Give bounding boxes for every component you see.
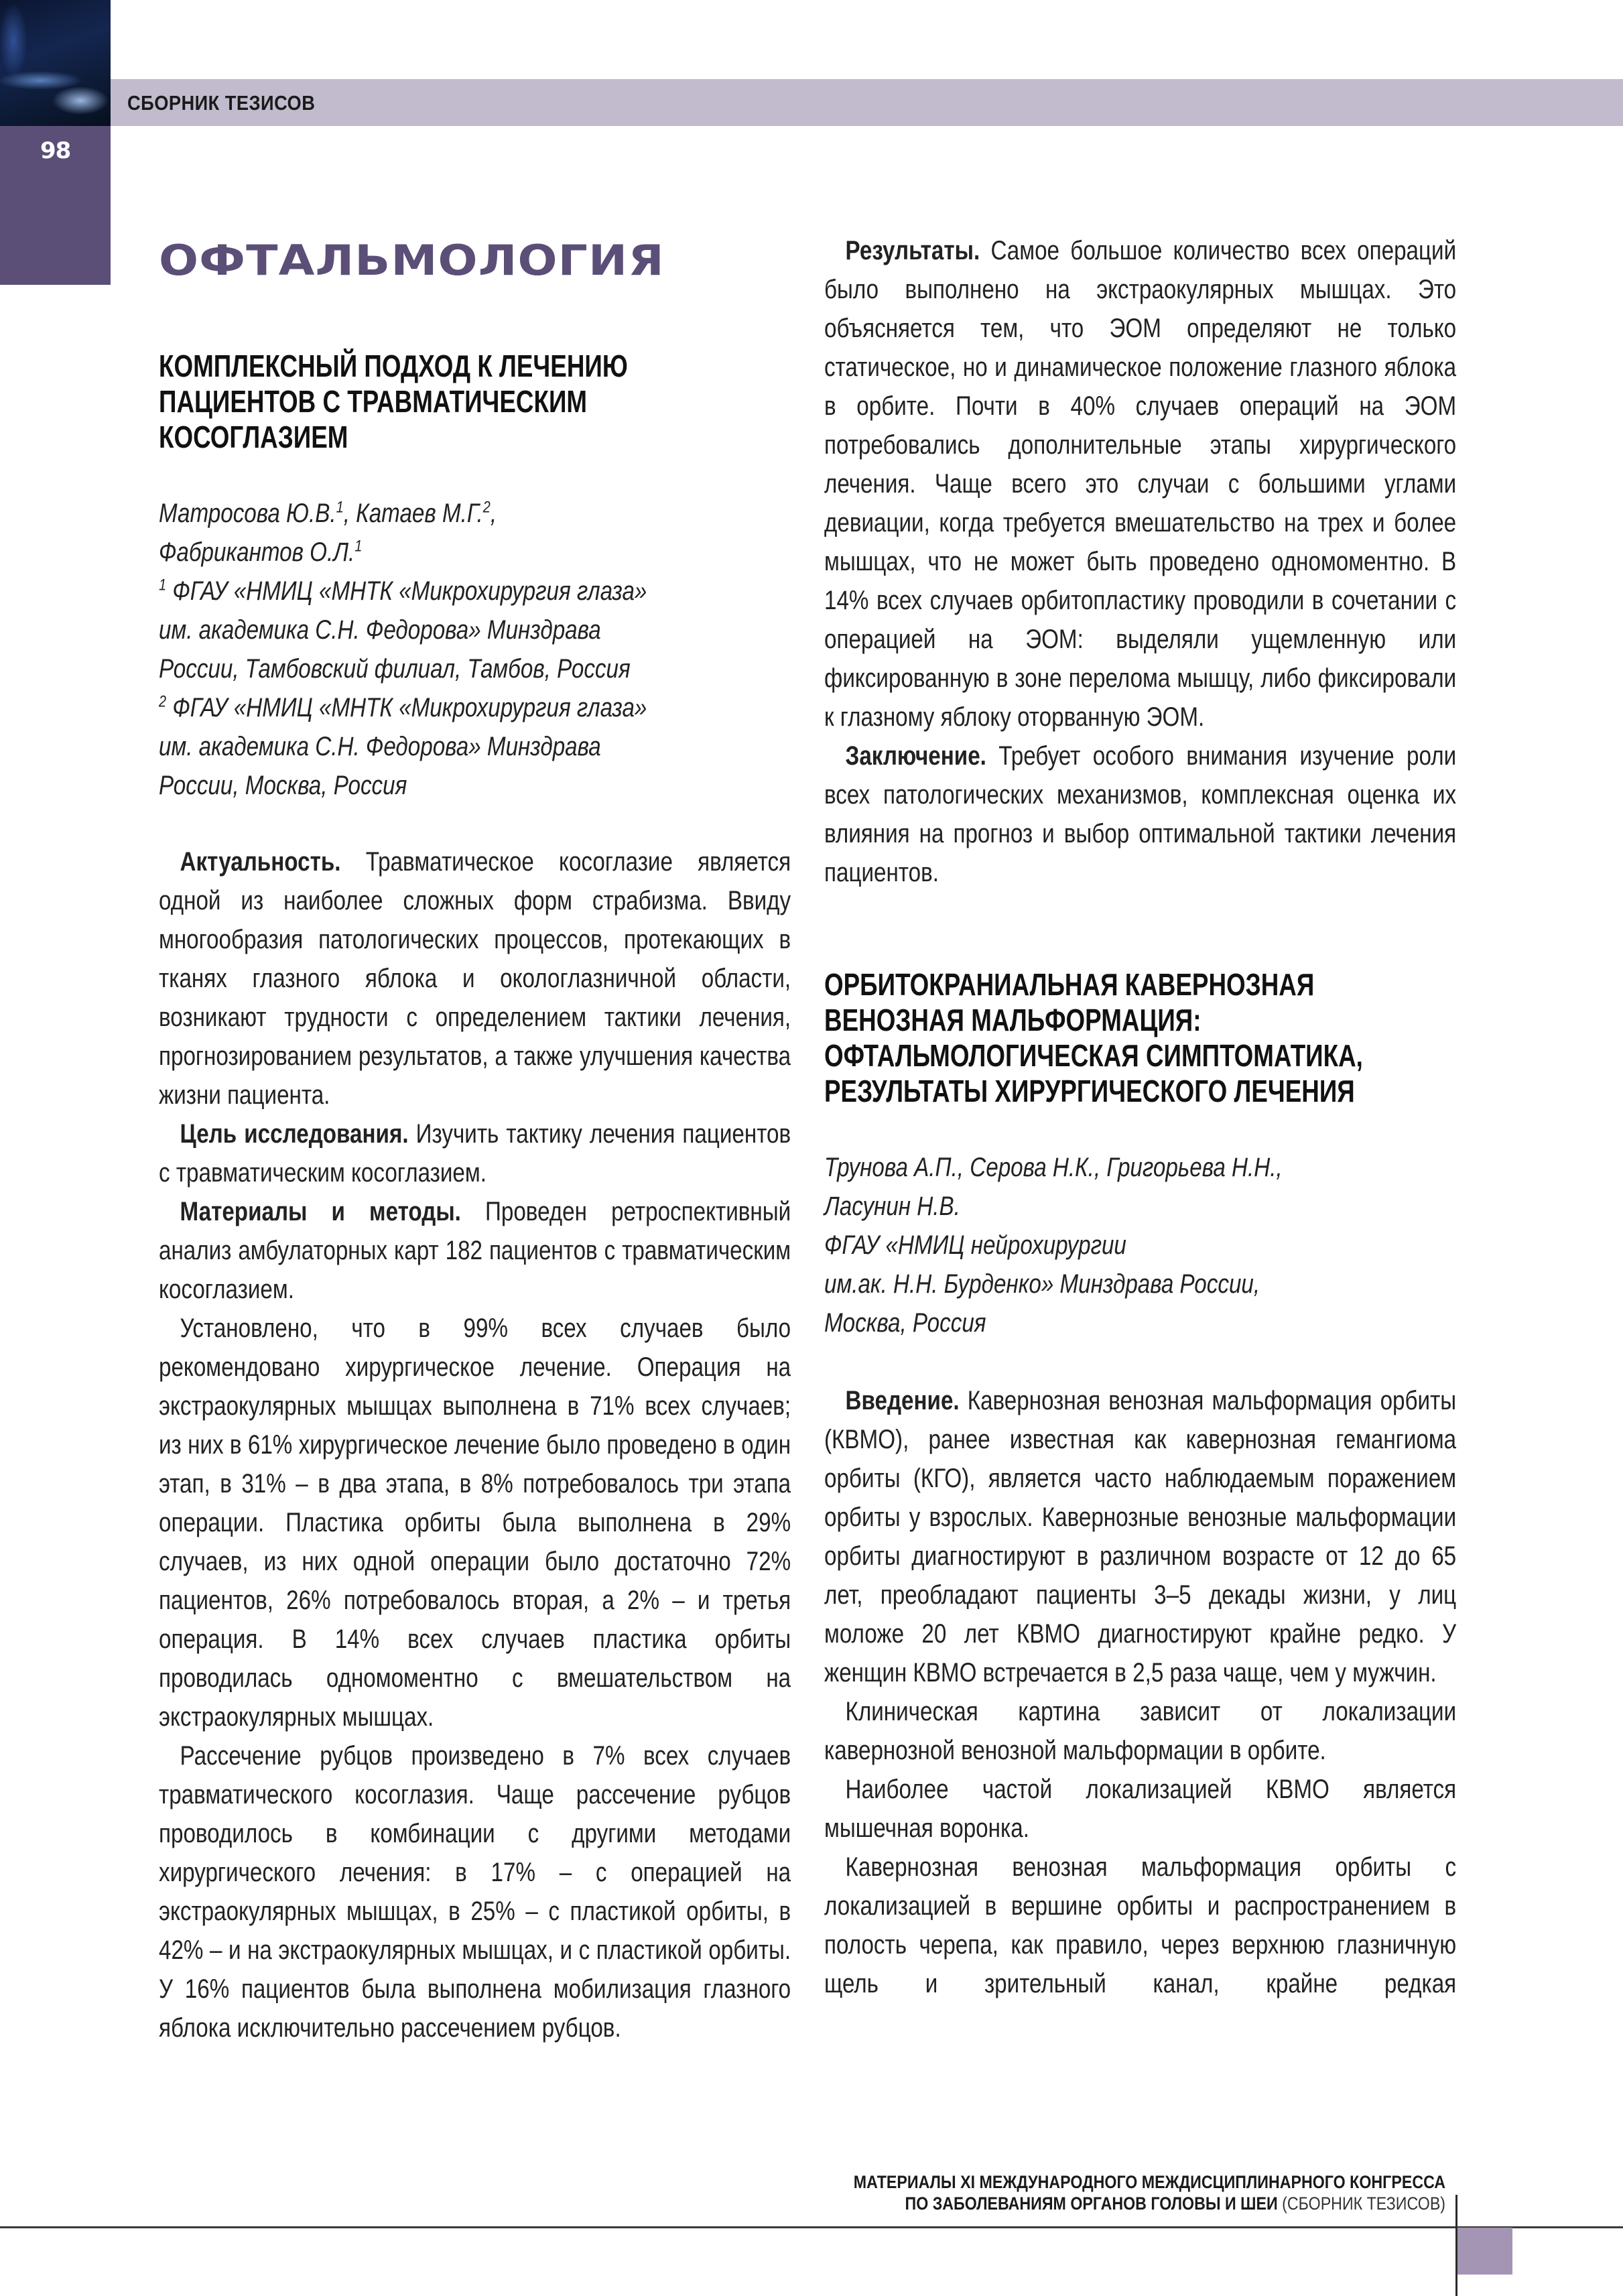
paragraph-relevance (159, 842, 791, 1114)
author-line: Ласунин Н.В. (824, 1192, 960, 1221)
footer-accent-block (1457, 2228, 1512, 2275)
paragraph-lead: Актуальность. (180, 847, 341, 877)
footer-line-2-bold: ПО ЗАБОЛЕВАНИЯМ ОРГАНОВ ГОЛОВЫ И ШЕИ (905, 2193, 1278, 2214)
paragraph-lead: Заключение. (845, 741, 986, 771)
paragraph-text: Травматическое косоглазие является одной из наиболее сложных форм страбизма. Ввиду многообразия патологических процессов, протекающих в тканях глазного яблока и окологлазничной области, возникают трудности с определением тактики лечения, прогнозированием результатов, а также улучшения качества жизни пациента. (159, 847, 791, 1110)
paragraph-methods (159, 1192, 791, 1309)
paragraph-lead: Цель исследования. (180, 1119, 409, 1149)
affiliation-mark: 1 (159, 576, 167, 594)
author-line (159, 494, 791, 533)
paragraph-text: Проведен ретроспективный анализ амбулаторных карт 182 пациентов с травматическим косоглазием. (159, 1197, 791, 1304)
collection-title: СБОРНИК ТЕЗИСОВ (127, 91, 316, 115)
author-affiliation-mark: 2 (482, 498, 491, 517)
paragraph-apex: Кавернозная венозная мальформация орбиты с локализацией в вершине орбиты и распространением в полость черепа, как правило, через верхнюю глазничную щель и зрительный канал, крайне редкая (824, 1852, 1457, 1998)
author-separator: , (343, 499, 356, 528)
affiliation-line (159, 688, 791, 727)
section-title: ОФТАЛЬМОЛОГИЯ (159, 236, 665, 285)
author-separator: , (490, 499, 497, 528)
paragraph-lead: Материалы и методы. (180, 1197, 461, 1226)
affiliation-text: ФГАУ «НМИЦ «МНТК «Микрохирургия глаза» (172, 576, 647, 606)
author-affiliation-mark: 1 (336, 498, 344, 517)
article-2-title-line: ВЕНОЗНАЯ МАЛЬФОРМАЦИЯ: (824, 1003, 1202, 1037)
article-1-body-continued (824, 231, 1456, 892)
affiliation-text: ФГАУ «НМИЦ «МНТК «Микрохирургия глаза» (172, 693, 647, 722)
paragraph-lead: Результаты. (845, 236, 980, 265)
paragraph-text: Требует особого внимания изучение роли всех патологических механизмов, комплексная оценка их влияния на прогноз и выбор оптимальной тактики лечения пациентов. (824, 741, 1457, 887)
paragraph-conclusion (824, 737, 1456, 892)
header-decorative-image (0, 0, 111, 126)
affiliation-line: Москва, Россия (824, 1308, 986, 1338)
article-2-title-line: ОФТАЛЬМОЛОГИЧЕСКАЯ СИМПТОМАТИКА, (824, 1038, 1363, 1073)
footer-line-1: МАТЕРИАЛЫ XI МЕЖДУНАРОДНОГО МЕЖДИСЦИПЛИНАРНОГО КОНГРЕССА (853, 2172, 1445, 2192)
paragraph-scars: Рассечение рубцов произведено в 7% всех случаев травматического косоглазия. Чаще рассечение рубцов проводилось в комбинации с другими методами хирургического лечения: в 17% – с операцией на экстраокулярных мышцах, в 25% – с пластикой орбиты, в 42% – и на экстраокулярных мышцах, и с пластикой орбиты. У 16% пациентов была выполнена мобилизация глазного яблока исключительно рассечением рубцов. (159, 1741, 791, 2043)
affiliation-line (159, 572, 791, 611)
author-name: Катаев М.Г. (356, 499, 483, 528)
affiliation-line: России, Тамбовский филиал, Тамбов, Россия (159, 654, 631, 684)
author-line (159, 533, 791, 572)
article-2-title-line: ОРБИТОКРАНИАЛЬНАЯ КАВЕРНОЗНАЯ (824, 967, 1315, 1002)
article-2-title (824, 967, 1456, 1109)
paragraph-intro (824, 1381, 1456, 1692)
affiliation-mark: 2 (159, 692, 167, 711)
author-name: Фабрикантов О.Л. (159, 537, 355, 567)
article-2-body (824, 1381, 1456, 2003)
paragraph-lead: Введение. (845, 1386, 960, 1415)
article-1-title (159, 348, 791, 455)
author-affiliation-mark: 1 (354, 537, 363, 556)
article-1-title-line: КОСОГЛАЗИЕМ (159, 420, 348, 454)
left-column (159, 348, 791, 2047)
article-1-title-line: КОМПЛЕКСНЫЙ ПОДХОД К ЛЕЧЕНИЮ (159, 348, 628, 383)
paragraph-clinical: Клиническая картина зависит от локализации кавернозной венозной мальформации в орбите. (824, 1697, 1457, 1765)
footer-line-2 (854, 2193, 1445, 2214)
affiliation-line: России, Москва, Россия (159, 771, 407, 800)
paragraph-aim (159, 1114, 791, 1192)
paragraph-established: Установлено, что в 99% всех случаев было рекомендовано хирургическое лечение. Операция на экстраокулярных мышцах выполнена в 71% всех случаев; из них в 61% хирургическое лечение было проведено в один этап, в 31% – в два этапа, в 8% потребовалось три этапа операции. Пластика орбиты была выполнена в 29% случаев, из них одной операции было достаточно 72% пациентов, 26% потребовалось вторая, а 2% – и третья операция. В 14% всех случаев пластика орбиты проводилась одномоментно с вмешательством на экстраокулярных мышцах. (159, 1314, 791, 1732)
footer-rule (0, 2226, 1623, 2228)
affiliation-line: им. академика С.Н. Федорова» Минздрава (159, 615, 601, 645)
affiliation-line: им. академика С.Н. Федорова» Минздрава (159, 732, 601, 761)
paragraph-results (824, 231, 1456, 737)
paragraph-text: Кавернозная венозная мальформация орбиты (КВМО), ранее известная как кавернозная гемангиома орбиты (КГО), является часто наблюдаемым поражением орбиты у взрослых. Кавернозные венозные мальформации орбиты диагностируют в различном возрасте от 12 до 65 лет, преобладают пациенты 3–5 декады жизни, у лиц моложе 20 лет КВМО диагностируют крайне редко. У женщин КВМО встречается в 2,5 раза чаще, чем у мужчин. (824, 1386, 1457, 1687)
article-2-title-line: РЕЗУЛЬТАТЫ ХИРУРГИЧЕСКОГО ЛЕЧЕНИЯ (824, 1074, 1355, 1108)
paragraph-location: Наиболее частой локализацией КВМО является мышечная воронка. (824, 1775, 1457, 1843)
footer-line-2-light: (СБОРНИК ТЕЗИСОВ) (1282, 2193, 1445, 2214)
affiliation-line: ФГАУ «НМИЦ нейрохирургии (824, 1230, 1126, 1260)
article-2-authors (824, 1148, 1456, 1342)
article-1-authors (159, 494, 791, 805)
article-1-body (159, 842, 791, 2047)
page-number: 98 (40, 137, 71, 164)
header-band (111, 79, 1623, 126)
paragraph-text: Самое большое количество всех операций было выполнено на экстраокулярных мышцах. Это объясняется тем, что ЭОМ определяют не только статическое, но и динамическое положение глазного яблока в орбите. Почти в 40% случаев операций на ЭОМ потребовались дополнительные этапы хирургического лечения. Чаще всего это случаи с большими углами девиации, когда требуется вмешательство на трех и более мышцах, что не может быть проведено одномоментно. В 14% всех случаев орбитопластику проводили в сочетании с операцией на ЭОМ: выделяли ущемленную или фиксированную в зоне перелома мышцу, либо фиксировали к глазному яблоку оторванную ЭОМ. (824, 236, 1457, 732)
paragraph-text: Изучить тактику лечения пациентов с травматическим косоглазием. (159, 1119, 791, 1188)
author-name: Матросова Ю.В. (159, 499, 336, 528)
affiliation-line: им.ак. Н.Н. Бурденко» Минздрава России, (824, 1269, 1260, 1299)
footer-conference-title (854, 2171, 1445, 2214)
author-line: Трунова А.П., Серова Н.К., Григорьева Н.Н., (824, 1153, 1283, 1182)
article-1-title-line: ПАЦИЕНТОВ С ТРАВМАТИЧЕСКИМ (159, 384, 588, 419)
right-column (824, 231, 1456, 2003)
